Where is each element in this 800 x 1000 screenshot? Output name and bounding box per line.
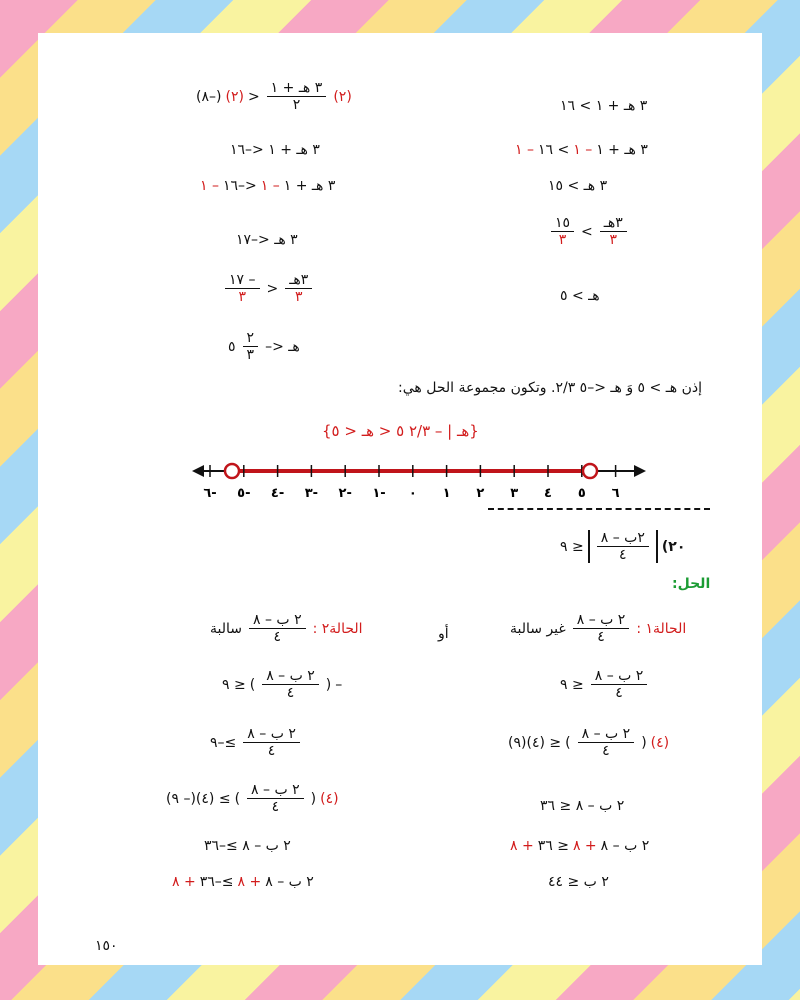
tick-label: ٤- bbox=[270, 486, 285, 501]
case2-step2: $\frac{\text{٢ ب – ٨}}{٤}$ ≥–٩ bbox=[210, 726, 303, 759]
case1-step5: ٢ ب ≤ ٤٤ bbox=[548, 874, 609, 890]
page-number: ١٥٠ bbox=[95, 938, 118, 954]
tick-label: ٢ bbox=[476, 486, 485, 501]
case2-header: الحالة٢ : $\frac{\text{٢ ب – ٨}}{٤}$ سالبة bbox=[210, 612, 363, 646]
step-l6: هـ <– $\frac{٢}{٣}$ ٥ bbox=[228, 330, 300, 364]
tick-label: ٥- bbox=[237, 486, 251, 501]
open-point-right bbox=[583, 464, 597, 478]
open-point-left bbox=[225, 464, 239, 478]
case1-step4: ٢ ب – ٨ + ٨ ≤ ٣٦ + ٨ bbox=[510, 838, 650, 854]
step-r2: ٣ هـ + ١ – ١ > ١٦ – ١ bbox=[515, 142, 648, 158]
solution-label: الحل: bbox=[672, 576, 711, 592]
right-arrow bbox=[634, 465, 646, 477]
left-arrow bbox=[192, 465, 204, 477]
case1-step2: (٤) ( $\frac{\text{٢ ب – ٨}}{٤}$ ) ≤ (٤)(٩) bbox=[508, 726, 670, 760]
step-r3: ٣ هـ > ١٥ bbox=[548, 178, 608, 194]
tick-label: ١- bbox=[372, 486, 386, 501]
number-line bbox=[190, 455, 650, 505]
conclusion-text: إذن هـ > ٥ وَ هـ <–٥ ٢/٣. وتكون مجموعة الحل هي: bbox=[398, 380, 703, 396]
step-l1: (٢) $\frac{\text{٣ هـ + ١}}{٢}$ < (٢) (–٨) bbox=[196, 80, 352, 114]
tick-label: ١ bbox=[442, 486, 451, 501]
step-r5: هـ > ٥ bbox=[560, 288, 600, 304]
step-l2: ٣ هـ + ١ <–١٦ bbox=[230, 142, 320, 158]
tick-label: ٦- bbox=[203, 486, 217, 501]
step-r4: $\frac{\text{٣هـ}}{٣}$ > $\frac{١٥}{٣}$ bbox=[548, 215, 630, 248]
solution-set: {هـ | – ٢/٣ ٥ < هـ < ٥} bbox=[322, 422, 479, 440]
tick-label: ٥ bbox=[577, 486, 586, 501]
case1-header: الحالة١ : $\frac{\text{٢ ب – ٨}}{٤}$ غير سالبة bbox=[510, 612, 687, 646]
tick-label: ٦ bbox=[611, 486, 620, 501]
case1-step3: ٢ ب – ٨ ≤ ٣٦ bbox=[540, 798, 625, 814]
section-divider bbox=[488, 508, 710, 510]
step-l4: ٣ هـ <–١٧ bbox=[236, 232, 298, 248]
case2-step3: (٤) ( $\frac{\text{٢ ب – ٨}}{٤}$ ) ≥ (٤)(– ٩) bbox=[166, 782, 339, 816]
or-label: أو bbox=[438, 626, 449, 642]
case1-step1: $\frac{\text{٢ ب – ٨}}{٤}$ ≤ ٩ bbox=[560, 668, 650, 701]
step-l5: $\frac{\text{٣هـ}}{٣}$ < $\frac{- ١٧}{٣}$ bbox=[222, 272, 315, 305]
tick-label: ٣- bbox=[304, 486, 319, 501]
step-r1: ٣ هـ + ١ > ١٦ bbox=[560, 98, 648, 114]
case2-step4: ٢ ب – ٨ ≥–٣٦ bbox=[204, 838, 291, 854]
case2-step5: ٢ ب – ٨ + ٨ ≥–٣٦ + ٨ bbox=[172, 874, 314, 890]
tick-label: ٠ bbox=[408, 486, 417, 501]
tick-label: ٤ bbox=[544, 486, 552, 501]
tick-label: ٢- bbox=[338, 486, 352, 501]
step-l3: ٣ هـ + ١ – ١ <–١٦ – ١ bbox=[200, 178, 336, 194]
case2-step1: – ( $\frac{\text{٢ ب – ٨}}{٤}$ ) ≤ ٩ bbox=[222, 668, 343, 702]
tick-label: ٣ bbox=[510, 486, 519, 501]
problem-20: ٢٠) $\frac{\text{٢ب – ٨}}{٤}$ ≤ ٩ bbox=[560, 530, 686, 564]
